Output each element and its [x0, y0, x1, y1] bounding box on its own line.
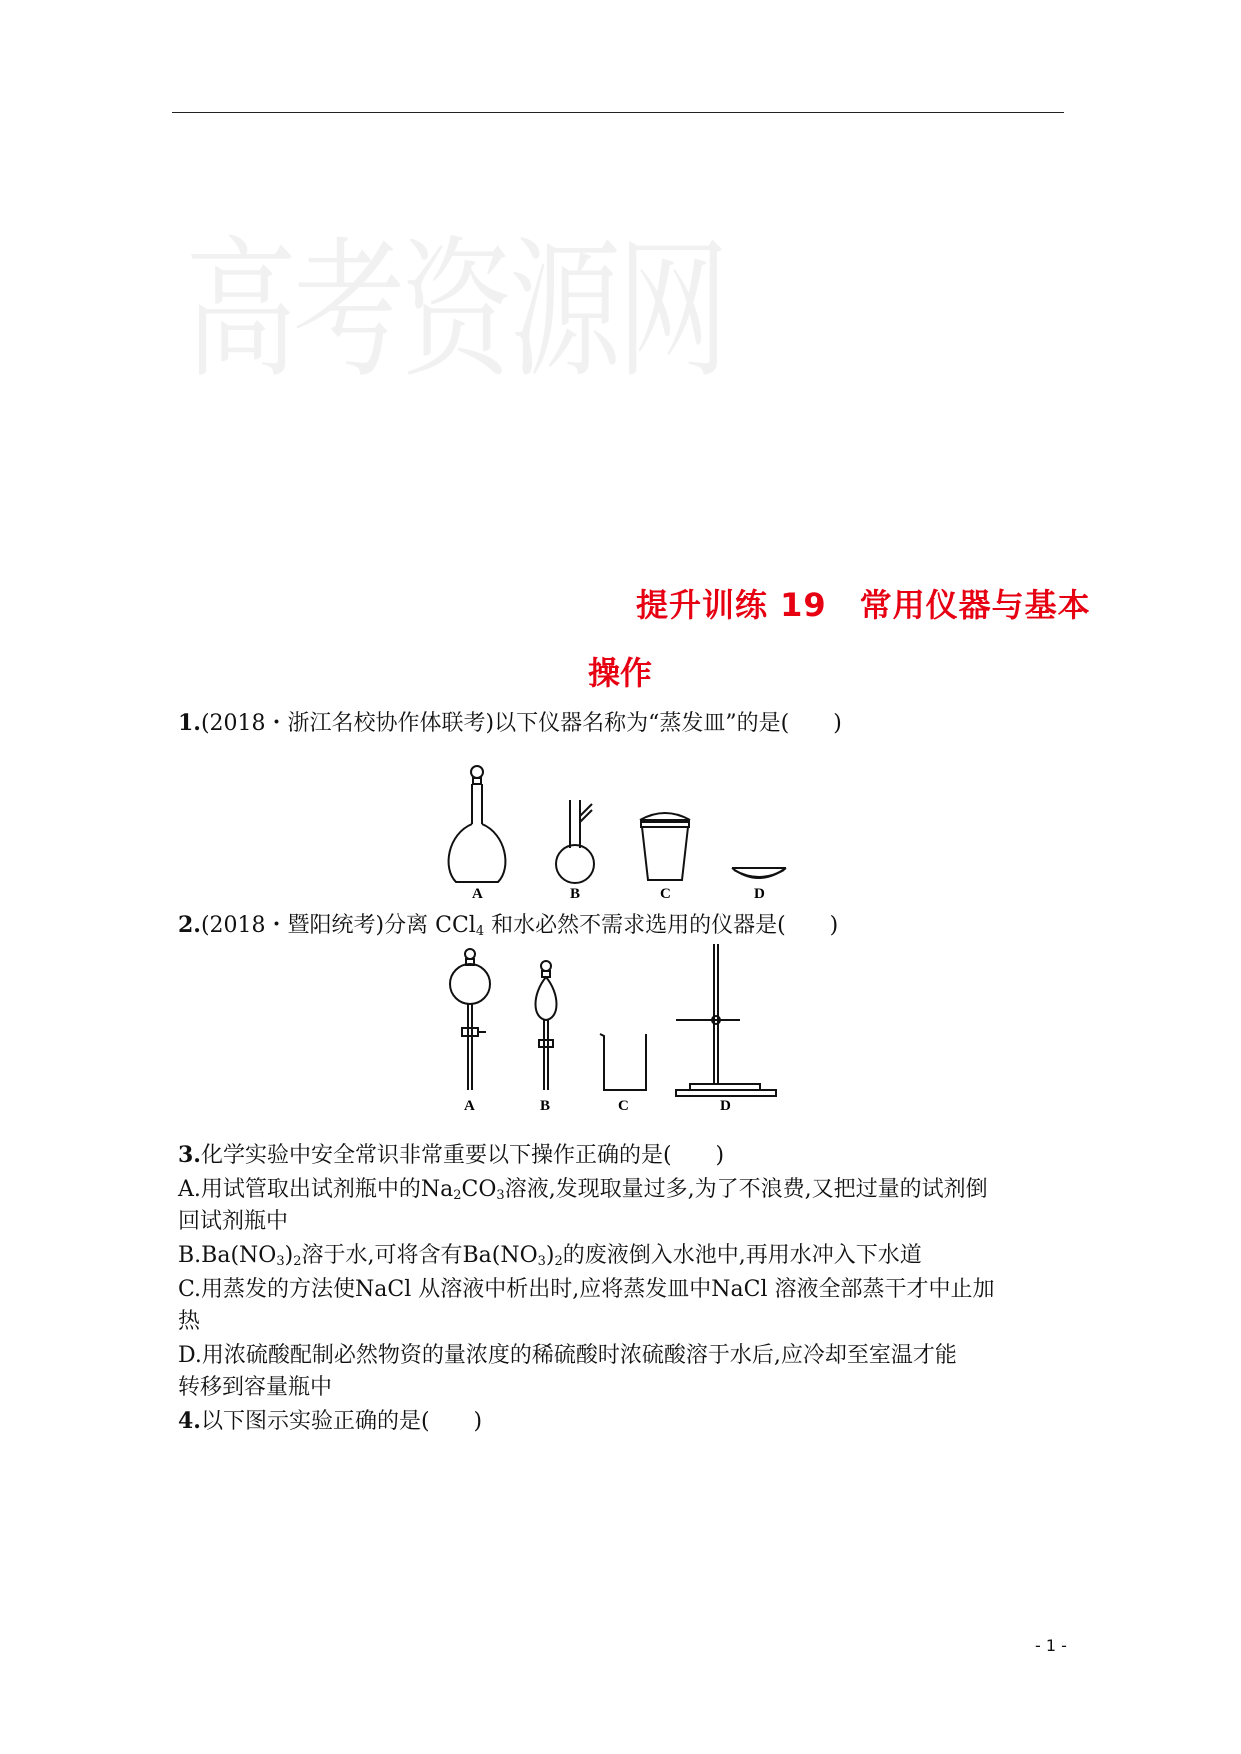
figure-label-b: B: [540, 1098, 551, 1114]
question-1: [178, 706, 842, 737]
option-a-continued: 回试剂瓶中: [178, 1209, 289, 1234]
evaporating-dish-d-icon: [732, 868, 786, 878]
header-rule: [172, 112, 1064, 113]
option-a: [178, 1172, 988, 1203]
question-4: [178, 1404, 482, 1435]
figure-label-c: C: [618, 1098, 629, 1114]
subscript: 2: [554, 1254, 563, 1269]
question-text: (2018・浙江名校协作体联考)以下仪器名称为“蒸发皿”的是( ): [200, 711, 842, 736]
option-c: C.用蒸发的方法使NaCl 从溶液中析出时,应将蒸发皿中NaCl 溶液全部蒸干才中止加: [178, 1277, 995, 1302]
iron-stand-d-icon: [676, 944, 776, 1096]
option-text: 溶液,发现取量过多,为了不浪费,又把过量的试剂倒: [504, 1177, 988, 1202]
figure-label-c: C: [660, 886, 671, 900]
figure-label-b: B: [570, 886, 581, 900]
option-c-continued: 热: [178, 1309, 201, 1334]
beaker-c-icon: [600, 1034, 646, 1090]
subscript: 3: [496, 1188, 505, 1203]
flask-a-icon: [449, 766, 506, 882]
page-title-continued: 操作: [588, 654, 653, 692]
figure-label-d: D: [754, 886, 765, 900]
subscript: 2: [453, 1188, 462, 1203]
q2-figure: [440, 944, 800, 1114]
subscript: 3: [276, 1254, 285, 1269]
separatory-funnel-a-icon: [450, 949, 490, 1090]
question-2: [178, 908, 838, 939]
watermark: 高考资源网: [185, 223, 725, 400]
page-number: - 1 -: [1035, 1636, 1067, 1655]
question-number: 4.: [178, 1408, 201, 1434]
option-b: [178, 1238, 922, 1269]
figure-label-d: D: [720, 1098, 731, 1114]
option-d-continued: 转移到容量瓶中: [178, 1375, 333, 1400]
crucible-c-icon: [640, 813, 690, 880]
subscript: 2: [293, 1254, 302, 1269]
option-text: CO: [461, 1177, 497, 1202]
question-number: 1.: [178, 710, 201, 736]
option-text: 溶于水,可将含有Ba(NO: [301, 1243, 538, 1268]
figure-label-a: A: [472, 886, 483, 900]
question-number: 2.: [178, 912, 201, 938]
q1-figure: [440, 760, 820, 900]
pear-funnel-b-icon: [536, 961, 557, 1090]
option-text: A.用试管取出试剂瓶中的Na: [178, 1177, 454, 1202]
question-text: 以下图示实验正确的是( ): [200, 1409, 483, 1434]
page-title: 提升训练 19 常用仪器与基本: [636, 586, 1091, 624]
subscript: 4: [475, 924, 485, 939]
distillation-flask-b-icon: [556, 800, 594, 883]
option-text: B.Ba(NO: [178, 1243, 277, 1268]
question-text: 化学实验中安全常识非常重要以下操作正确的是( ): [200, 1143, 725, 1168]
question-3: [178, 1138, 724, 1169]
subscript: 3: [537, 1254, 546, 1269]
option-d: D.用浓硫酸配制必然物资的量浓度的稀硫酸时浓硫酸溶于水后,应冷却至室温才能: [178, 1343, 957, 1368]
figure-label-a: A: [464, 1098, 475, 1114]
question-text: (2018・暨阳统考)分离 CCl: [200, 913, 476, 938]
option-text: ): [545, 1243, 555, 1268]
question-number: 3.: [178, 1142, 201, 1168]
question-text-continued: 和水必然不需求选用的仪器是( ): [484, 913, 839, 938]
option-text: ): [284, 1243, 294, 1268]
option-text: 的废液倒入水池中,再用水冲入下水道: [562, 1243, 922, 1268]
